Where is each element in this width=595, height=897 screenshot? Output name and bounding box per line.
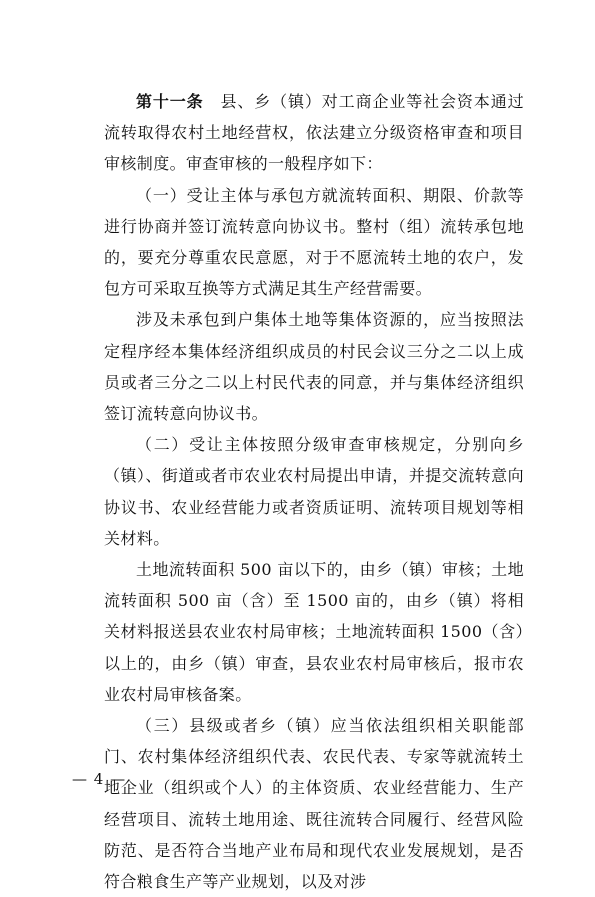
body-paragraph-1: （一）受让主体与承包方就流转面积、期限、价款等进行协商并签订流转意向协议书。整村（组）流转承包地的，要充分尊重农民意愿，对于不愿流转土地的农户，发包方可采取互换等方式满足其生产经营需要。 [104,185,524,299]
page-number: — 4 — [72,770,127,788]
document-body [104,86,524,897]
article-number: 第十一条 [136,92,204,111]
body-paragraph-5: （三）县级或者乡（镇）应当依法组织相关职能部门、农村集体经济组织代表、农民代表、专家等就流转土地企业（组织或个人）的主体资质、农业经营能力、生产经营项目、流转土地用途、既往流转合同履行、经营风险防范、是否符合当地产业布局和现代农业发展规划，是否符合粮食生产等产业规划，以及对涉 [104,716,524,892]
article-spacer [204,92,221,111]
body-paragraph-3: （二）受让主体按照分级审查审核规定，分别向乡（镇）、街道或者市农业农村局提出申请，并提交流转意向协议书、农业经营能力或者资质证明、流转项目规划等相关材料。 [104,435,524,548]
article-intro: 县、乡（镇）对工商企业等社会资本通过流转取得农村土地经营权，依法建立分级资格审查和项目审核制度。审查审核的一般程序如下： [104,92,524,174]
body-paragraph-2: 涉及未承包到户集体土地等集体资源的，应当按照法定程序经本集体经济组织成员的村民会议三分之二以上成员或者三分之二以上村民代表的同意，并与集体经济组织签订流转意向协议书。 [104,310,524,424]
article-paragraph [104,86,524,180]
body-paragraph-4: 土地流转面积 500 亩以下的，由乡（镇）审核；土地流转面积 500 亩（含）至 1500 亩的，由乡（镇）将相关材料报送县农业农村局审核；土地流转面积 1500（含）以上的，由乡（镇）审查，县农业农村局审核后，报市农业农村局审核备案。 [104,560,524,704]
